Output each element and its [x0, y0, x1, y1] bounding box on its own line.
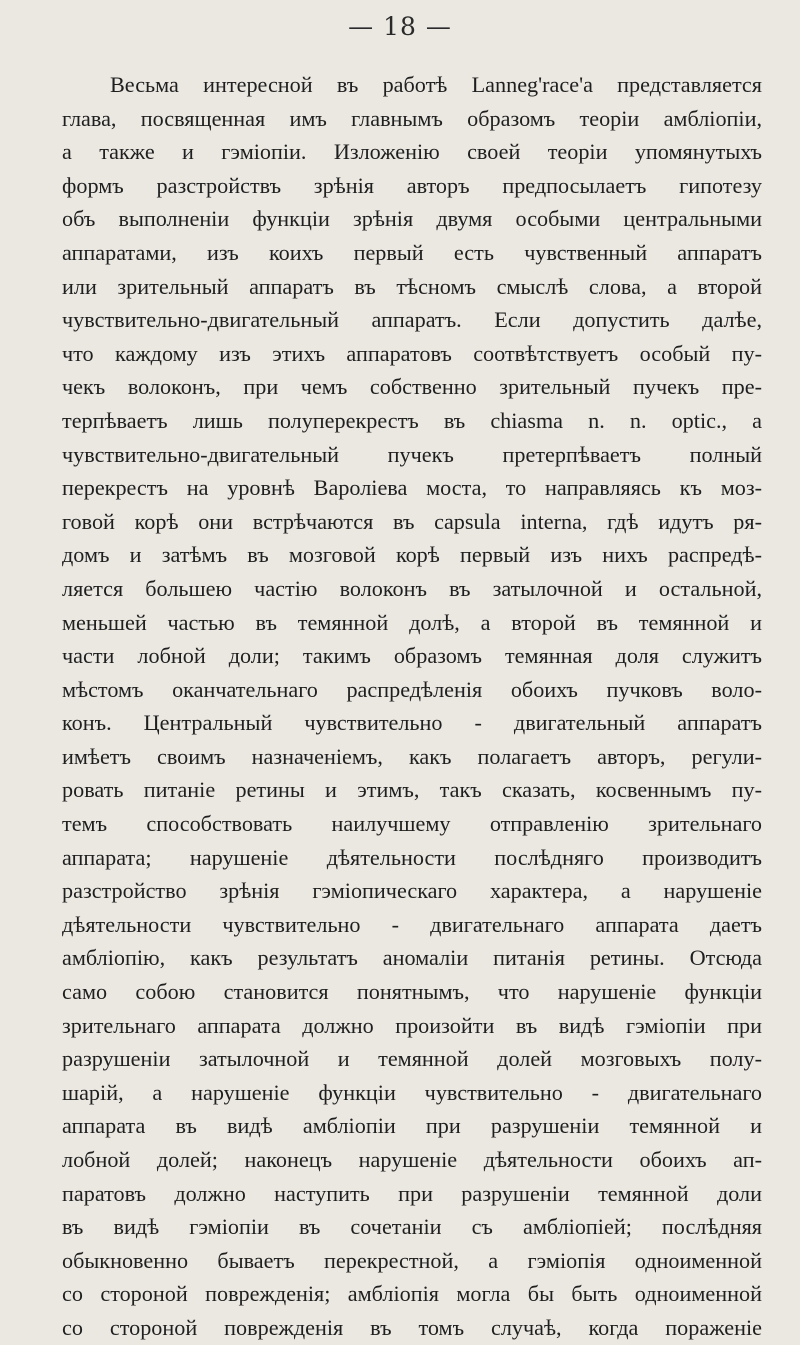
text-line: ляется большею частію волоконъ въ затылочной и остальной, — [62, 575, 762, 601]
text-line: въ видѣ гэміопіи въ сочетаніи съ амбліопіей; послѣдняя — [62, 1214, 762, 1240]
text-line: глава, посвященная имъ главнымъ образомъ теоріи амбліопіи, — [62, 105, 762, 131]
text-line: объ выполненіи функціи зрѣнія двумя особыми центральными — [62, 206, 762, 232]
text-line: чувствительно-двигательный пучекъ претерпѣваетъ полный — [62, 441, 762, 467]
text-line: перекрестъ на уровнѣ Вароліева моста, то направляясь къ моз- — [62, 475, 762, 501]
text-line: что каждому изъ этихъ аппаратовъ соотвѣтствуетъ особый пу- — [62, 340, 762, 366]
text-line: части лобной доли; такимъ образомъ темянная доля служитъ — [62, 643, 762, 669]
text-line: зрительнаго аппарата должно произойти въ видѣ гэміопіи при — [62, 1012, 762, 1038]
text-line: шарій, а нарушеніе функціи чувствительно - двигательнаго — [62, 1079, 762, 1105]
text-line: разрушеніи затылочной и темянной долей мозговыхъ полу- — [62, 1046, 762, 1072]
text-line: мѣстомъ оканчательнаго распредѣленія обоихъ пучковъ воло- — [62, 676, 762, 702]
text-line: паратовъ должно наступить при разрушеніи темянной доли — [62, 1180, 762, 1206]
text-line: разстройство зрѣнія гэміопическаго характера, а нарушеніе — [62, 878, 762, 904]
body-text — [62, 68, 762, 1345]
page-number: — 18 — — [348, 12, 452, 41]
text-line: имѣетъ своимъ назначеніемъ, какъ полагаетъ авторъ, регули- — [62, 743, 762, 769]
text-line: дѣятельности чувствительно - двигательнаго аппарата даетъ — [62, 911, 762, 937]
text-line: обыкновенно бываетъ перекрестной, а гэміопія одноименной — [62, 1247, 762, 1273]
text-line: говой корѣ они встрѣчаются въ capsula interna, гдѣ идутъ ря- — [62, 508, 762, 534]
text-line: ровать питаніе ретины и этимъ, такъ сказать, косвеннымъ пу- — [62, 777, 762, 803]
text-line: или зрительный аппаратъ въ тѣсномъ смыслѣ слова, а второй — [62, 273, 762, 299]
text-line: конъ. Центральный чувствительно - двигательный аппаратъ — [62, 710, 762, 736]
text-line: чекъ волоконъ, при чемъ собственно зрительный пучекъ пре- — [62, 374, 762, 400]
text-line: само собою становится понятнымъ, что нарушеніе функціи — [62, 979, 762, 1005]
text-line: домъ и затѣмъ въ мозговой корѣ первый изъ нихъ распредѣ- — [62, 542, 762, 568]
text-line: формъ разстройствъ зрѣнія авторъ предпосылаетъ гипотезу — [62, 172, 762, 198]
text-line: лобной долей; наконецъ нарушеніе дѣятельности обоихъ ап- — [62, 1147, 762, 1172]
text-line: аппарата въ видѣ амбліопіи при разрушеніи темянной и — [62, 1113, 762, 1139]
text-line: аппаратами, изъ коихъ первый есть чувственный аппаратъ — [62, 239, 762, 265]
text-line: со стороной поврежденія; амбліопія могла бы быть одноименной — [62, 1281, 762, 1307]
text-line: терпѣваетъ лишь полуперекрестъ въ chiasma n. n. optic., а — [62, 407, 762, 433]
text-line: со стороной поврежденія въ томъ случаѣ, когда пораженіе — [62, 1314, 762, 1340]
text-line: амбліопію, какъ результатъ аномаліи питанія ретины. Отсюда — [62, 945, 762, 971]
text-line: Весьма интересной въ работѣ Lanneg'race'а представляется — [110, 72, 762, 97]
text-line: а также и гэміопіи. Изложенію своей теоріи упомянутыхъ — [62, 139, 762, 165]
text-line: чувствительно-двигательный аппаратъ. Если допустить далѣе, — [62, 307, 762, 333]
text-line: темъ способствовать наилучшему отправленію зрительнаго — [62, 811, 762, 837]
text-line: меньшей частью въ темянной долѣ, а второй въ темянной и — [62, 609, 762, 635]
text-line: аппарата; нарушеніе дѣятельности послѣдняго производитъ — [62, 844, 762, 870]
